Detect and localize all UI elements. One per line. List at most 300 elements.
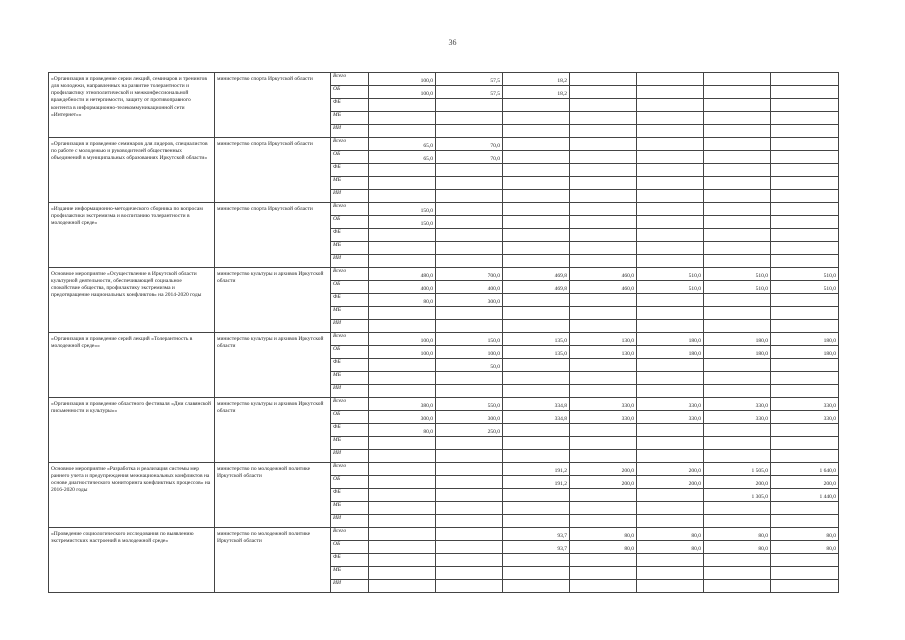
amount-cell bbox=[570, 502, 637, 515]
amount-cell bbox=[637, 580, 704, 593]
amount-cell bbox=[637, 112, 704, 125]
amount-cell bbox=[637, 203, 704, 216]
amount-cell bbox=[637, 320, 704, 333]
amount-cell bbox=[704, 86, 771, 99]
amount-cell bbox=[704, 385, 771, 398]
funding-source: МБ bbox=[331, 307, 369, 320]
amount-cell: 469,8 bbox=[503, 268, 570, 281]
amount-cell: 100,0 bbox=[369, 73, 436, 86]
amount-cell: 510,0 bbox=[771, 268, 839, 281]
amount-cell bbox=[637, 307, 704, 320]
funding-source: Всего bbox=[331, 398, 369, 411]
funding-source: МБ bbox=[331, 112, 369, 125]
amount-cell: 460,0 bbox=[570, 268, 637, 281]
amount-cell bbox=[503, 164, 570, 177]
funding-source: МБ bbox=[331, 437, 369, 450]
amount-cell bbox=[503, 502, 570, 515]
amount-cell bbox=[771, 554, 839, 567]
activity-name: «Организация и проведение семинаров для лидеров, специалистов по работе с молодежью и руководителей общественных объединений в муниципальных образованиях Иркутской области» bbox=[49, 138, 215, 203]
amount-cell bbox=[436, 580, 503, 593]
amount-cell: 80,0 bbox=[369, 424, 436, 437]
amount-cell bbox=[369, 359, 436, 372]
amount-cell bbox=[704, 255, 771, 268]
amount-cell: 400,0 bbox=[369, 281, 436, 294]
amount-cell: 65,0 bbox=[369, 138, 436, 151]
amount-cell bbox=[771, 242, 839, 255]
funding-source: МБ bbox=[331, 177, 369, 190]
amount-cell: 380,0 bbox=[369, 398, 436, 411]
amount-cell bbox=[704, 502, 771, 515]
amount-cell: 1 440,0 bbox=[771, 489, 839, 502]
amount-cell bbox=[570, 372, 637, 385]
amount-cell: 80,0 bbox=[570, 528, 637, 541]
funding-source: ОБ bbox=[331, 476, 369, 489]
funding-source: ОБ bbox=[331, 216, 369, 229]
amount-cell bbox=[771, 86, 839, 99]
amount-cell bbox=[369, 190, 436, 203]
amount-cell bbox=[369, 567, 436, 580]
amount-cell bbox=[503, 99, 570, 112]
amount-cell bbox=[369, 476, 436, 489]
amount-cell bbox=[771, 255, 839, 268]
funding-source: Всего bbox=[331, 528, 369, 541]
amount-cell: 330,0 bbox=[570, 398, 637, 411]
amount-cell: 180,0 bbox=[637, 346, 704, 359]
amount-cell bbox=[503, 138, 570, 151]
amount-cell bbox=[503, 359, 570, 372]
amount-cell bbox=[704, 203, 771, 216]
amount-cell: 400,0 bbox=[436, 281, 503, 294]
amount-cell bbox=[369, 255, 436, 268]
amount-cell bbox=[503, 320, 570, 333]
funding-source: ФБ bbox=[331, 229, 369, 242]
amount-cell bbox=[704, 554, 771, 567]
funding-source: МБ bbox=[331, 502, 369, 515]
amount-cell: 150,0 bbox=[369, 216, 436, 229]
funding-source: МБ bbox=[331, 567, 369, 580]
executor: министерство по молодежной политике Иркутской области bbox=[215, 463, 331, 528]
amount-cell bbox=[503, 255, 570, 268]
amount-cell bbox=[436, 320, 503, 333]
amount-cell bbox=[369, 320, 436, 333]
amount-cell bbox=[436, 125, 503, 138]
amount-cell bbox=[570, 177, 637, 190]
amount-cell bbox=[704, 164, 771, 177]
amount-cell: 150,0 bbox=[369, 203, 436, 216]
amount-cell bbox=[570, 151, 637, 164]
amount-cell bbox=[436, 554, 503, 567]
amount-cell bbox=[436, 242, 503, 255]
amount-cell bbox=[436, 216, 503, 229]
amount-cell bbox=[637, 255, 704, 268]
amount-cell: 200,0 bbox=[637, 476, 704, 489]
amount-cell bbox=[637, 73, 704, 86]
amount-cell: 80,0 bbox=[771, 528, 839, 541]
amount-cell bbox=[570, 190, 637, 203]
amount-cell: 93,7 bbox=[503, 528, 570, 541]
amount-cell bbox=[369, 515, 436, 528]
amount-cell bbox=[570, 216, 637, 229]
funding-source: ФБ bbox=[331, 424, 369, 437]
amount-cell bbox=[704, 138, 771, 151]
amount-cell bbox=[637, 229, 704, 242]
amount-cell bbox=[503, 151, 570, 164]
amount-cell bbox=[771, 424, 839, 437]
amount-cell bbox=[637, 125, 704, 138]
amount-cell: 330,0 bbox=[704, 398, 771, 411]
amount-cell bbox=[570, 86, 637, 99]
amount-cell bbox=[436, 99, 503, 112]
amount-cell bbox=[570, 450, 637, 463]
amount-cell bbox=[637, 242, 704, 255]
amount-cell bbox=[436, 112, 503, 125]
amount-cell: 200,0 bbox=[771, 476, 839, 489]
amount-cell bbox=[503, 307, 570, 320]
amount-cell: 1 640,0 bbox=[771, 463, 839, 476]
amount-cell bbox=[436, 541, 503, 554]
table-row bbox=[49, 528, 839, 541]
amount-cell bbox=[503, 294, 570, 307]
amount-cell: 510,0 bbox=[637, 268, 704, 281]
amount-cell bbox=[704, 112, 771, 125]
amount-cell bbox=[771, 138, 839, 151]
amount-cell: 100,0 bbox=[369, 86, 436, 99]
amount-cell bbox=[771, 502, 839, 515]
amount-cell: 80,0 bbox=[704, 541, 771, 554]
amount-cell: 80,0 bbox=[704, 528, 771, 541]
amount-cell bbox=[369, 489, 436, 502]
amount-cell bbox=[570, 580, 637, 593]
amount-cell bbox=[771, 515, 839, 528]
amount-cell: 330,0 bbox=[637, 398, 704, 411]
amount-cell bbox=[436, 164, 503, 177]
amount-cell: 510,0 bbox=[704, 281, 771, 294]
amount-cell: 57,5 bbox=[436, 86, 503, 99]
amount-cell bbox=[369, 177, 436, 190]
amount-cell bbox=[704, 359, 771, 372]
budget-table-body bbox=[49, 73, 839, 593]
amount-cell bbox=[704, 242, 771, 255]
amount-cell: 100,0 bbox=[369, 346, 436, 359]
amount-cell bbox=[369, 99, 436, 112]
amount-cell bbox=[570, 229, 637, 242]
amount-cell: 300,0 bbox=[436, 294, 503, 307]
amount-cell: 480,0 bbox=[369, 268, 436, 281]
amount-cell bbox=[570, 138, 637, 151]
amount-cell bbox=[570, 294, 637, 307]
funding-source: ОБ bbox=[331, 541, 369, 554]
amount-cell bbox=[436, 255, 503, 268]
amount-cell bbox=[503, 567, 570, 580]
amount-cell bbox=[637, 216, 704, 229]
amount-cell: 135,0 bbox=[503, 346, 570, 359]
amount-cell bbox=[771, 190, 839, 203]
amount-cell bbox=[637, 190, 704, 203]
amount-cell: 80,0 bbox=[369, 294, 436, 307]
amount-cell bbox=[704, 580, 771, 593]
funding-source: ИИ bbox=[331, 255, 369, 268]
amount-cell bbox=[503, 190, 570, 203]
amount-cell bbox=[704, 515, 771, 528]
amount-cell: 100,0 bbox=[369, 333, 436, 346]
amount-cell bbox=[436, 502, 503, 515]
funding-source: ФБ bbox=[331, 489, 369, 502]
funding-source: ИИ bbox=[331, 125, 369, 138]
amount-cell: 510,0 bbox=[637, 281, 704, 294]
amount-cell bbox=[503, 216, 570, 229]
amount-cell bbox=[704, 424, 771, 437]
amount-cell bbox=[570, 437, 637, 450]
amount-cell bbox=[570, 164, 637, 177]
amount-cell bbox=[570, 515, 637, 528]
amount-cell bbox=[503, 450, 570, 463]
amount-cell bbox=[771, 151, 839, 164]
amount-cell bbox=[436, 463, 503, 476]
amount-cell bbox=[369, 437, 436, 450]
amount-cell bbox=[704, 437, 771, 450]
funding-source: МБ bbox=[331, 372, 369, 385]
amount-cell: 130,0 bbox=[570, 346, 637, 359]
funding-source: ИИ bbox=[331, 450, 369, 463]
table-row bbox=[49, 73, 839, 86]
table-row bbox=[49, 463, 839, 476]
amount-cell bbox=[570, 242, 637, 255]
activity-name: Основное мероприятие «Разработка и реализация системы мер раннего учета и предупреждения межнациональных конфликтов на основе диагностического мониторинга конфликтных процессов» на 2016-2020 годы bbox=[49, 463, 215, 528]
amount-cell bbox=[637, 138, 704, 151]
activity-name: «Организация и проведение серии лекций, семинаров и тренингов для молодежи, направленных на развитие толерантности и профилактику этнополитической и межконфессиональной враждебности и нетерпимости, защиту от противоправного контента в информационно-телекоммуникационной сети «Интернет»» bbox=[49, 73, 215, 138]
executor: министерство спорта Иркутской области bbox=[215, 203, 331, 268]
amount-cell bbox=[637, 554, 704, 567]
amount-cell bbox=[503, 229, 570, 242]
amount-cell: 180,0 bbox=[637, 333, 704, 346]
amount-cell: 150,0 bbox=[436, 333, 503, 346]
funding-source: Всего bbox=[331, 138, 369, 151]
amount-cell bbox=[503, 424, 570, 437]
amount-cell bbox=[637, 359, 704, 372]
amount-cell bbox=[771, 112, 839, 125]
amount-cell bbox=[436, 177, 503, 190]
amount-cell bbox=[436, 489, 503, 502]
amount-cell bbox=[436, 190, 503, 203]
amount-cell bbox=[570, 320, 637, 333]
amount-cell bbox=[436, 476, 503, 489]
amount-cell bbox=[503, 437, 570, 450]
executor: министерство спорта Иркутской области bbox=[215, 138, 331, 203]
funding-source: ИИ bbox=[331, 190, 369, 203]
amount-cell: 550,0 bbox=[436, 398, 503, 411]
executor: министерство культуры и архивов Иркутской области bbox=[215, 268, 331, 333]
amount-cell bbox=[369, 229, 436, 242]
table-row bbox=[49, 398, 839, 411]
amount-cell bbox=[704, 372, 771, 385]
amount-cell: 57,5 bbox=[436, 73, 503, 86]
amount-cell: 334,8 bbox=[503, 411, 570, 424]
amount-cell bbox=[704, 177, 771, 190]
amount-cell: 460,0 bbox=[570, 281, 637, 294]
amount-cell bbox=[771, 307, 839, 320]
amount-cell bbox=[704, 151, 771, 164]
amount-cell bbox=[704, 216, 771, 229]
amount-cell: 18,2 bbox=[503, 73, 570, 86]
amount-cell: 93,7 bbox=[503, 541, 570, 554]
amount-cell: 700,0 bbox=[436, 268, 503, 281]
amount-cell bbox=[436, 203, 503, 216]
amount-cell: 80,0 bbox=[771, 541, 839, 554]
amount-cell bbox=[503, 489, 570, 502]
amount-cell bbox=[436, 450, 503, 463]
amount-cell bbox=[570, 255, 637, 268]
amount-cell bbox=[704, 73, 771, 86]
amount-cell: 334,8 bbox=[503, 398, 570, 411]
amount-cell bbox=[704, 307, 771, 320]
amount-cell: 330,0 bbox=[704, 411, 771, 424]
amount-cell bbox=[503, 372, 570, 385]
amount-cell: 18,2 bbox=[503, 86, 570, 99]
amount-cell bbox=[637, 502, 704, 515]
amount-cell: 80,0 bbox=[637, 528, 704, 541]
amount-cell bbox=[771, 99, 839, 112]
amount-cell bbox=[436, 515, 503, 528]
amount-cell bbox=[637, 164, 704, 177]
amount-cell: 80,0 bbox=[637, 541, 704, 554]
amount-cell: 510,0 bbox=[771, 281, 839, 294]
amount-cell: 300,0 bbox=[369, 411, 436, 424]
table-row bbox=[49, 333, 839, 346]
amount-cell bbox=[436, 372, 503, 385]
amount-cell: 130,0 bbox=[570, 333, 637, 346]
amount-cell bbox=[503, 203, 570, 216]
amount-cell bbox=[570, 385, 637, 398]
amount-cell bbox=[503, 112, 570, 125]
funding-source: ФБ bbox=[331, 164, 369, 177]
amount-cell bbox=[704, 450, 771, 463]
amount-cell bbox=[771, 177, 839, 190]
activity-name: «Организация и проведение серий лекций «Толерантность в молодежной среде»» bbox=[49, 333, 215, 398]
funding-source: ОБ bbox=[331, 346, 369, 359]
amount-cell bbox=[771, 203, 839, 216]
amount-cell bbox=[369, 242, 436, 255]
amount-cell: 50,0 bbox=[436, 359, 503, 372]
amount-cell bbox=[570, 359, 637, 372]
amount-cell: 180,0 bbox=[771, 346, 839, 359]
amount-cell bbox=[369, 372, 436, 385]
funding-source: ОБ bbox=[331, 151, 369, 164]
amount-cell bbox=[503, 515, 570, 528]
activity-name: «Издание информационно-методического сборника по вопросам профилактики экстремизма и воспитанию толерантности в молодежной среде» bbox=[49, 203, 215, 268]
amount-cell bbox=[369, 125, 436, 138]
page-number: 36 bbox=[448, 38, 457, 47]
amount-cell bbox=[771, 73, 839, 86]
amount-cell: 191,2 bbox=[503, 463, 570, 476]
amount-cell: 330,0 bbox=[637, 411, 704, 424]
funding-source: МБ bbox=[331, 242, 369, 255]
amount-cell: 65,0 bbox=[369, 151, 436, 164]
funding-source: ФБ bbox=[331, 554, 369, 567]
amount-cell bbox=[436, 229, 503, 242]
funding-source: ИИ bbox=[331, 580, 369, 593]
funding-source: ИИ bbox=[331, 515, 369, 528]
amount-cell bbox=[637, 515, 704, 528]
amount-cell bbox=[369, 385, 436, 398]
table-row bbox=[49, 268, 839, 281]
amount-cell bbox=[771, 229, 839, 242]
amount-cell bbox=[771, 359, 839, 372]
amount-cell bbox=[369, 450, 436, 463]
amount-cell bbox=[771, 580, 839, 593]
amount-cell: 70,0 bbox=[436, 138, 503, 151]
executor: министерство по молодежной политике Иркутской области bbox=[215, 528, 331, 593]
amount-cell bbox=[637, 489, 704, 502]
funding-source: ИИ bbox=[331, 320, 369, 333]
amount-cell bbox=[503, 554, 570, 567]
funding-source: Всего bbox=[331, 203, 369, 216]
funding-source: ОБ bbox=[331, 86, 369, 99]
funding-source: ИИ bbox=[331, 385, 369, 398]
amount-cell: 510,0 bbox=[704, 268, 771, 281]
amount-cell bbox=[369, 463, 436, 476]
amount-cell bbox=[704, 190, 771, 203]
amount-cell: 250,0 bbox=[436, 424, 503, 437]
amount-cell bbox=[771, 164, 839, 177]
amount-cell bbox=[637, 151, 704, 164]
amount-cell bbox=[771, 372, 839, 385]
amount-cell bbox=[771, 216, 839, 229]
amount-cell bbox=[503, 125, 570, 138]
amount-cell bbox=[570, 307, 637, 320]
amount-cell: 200,0 bbox=[637, 463, 704, 476]
funding-source: ФБ bbox=[331, 359, 369, 372]
amount-cell bbox=[771, 294, 839, 307]
amount-cell bbox=[771, 385, 839, 398]
amount-cell: 135,0 bbox=[503, 333, 570, 346]
amount-cell bbox=[637, 86, 704, 99]
amount-cell bbox=[503, 385, 570, 398]
table-row bbox=[49, 203, 839, 216]
amount-cell bbox=[436, 528, 503, 541]
amount-cell bbox=[637, 424, 704, 437]
funding-source: ФБ bbox=[331, 99, 369, 112]
amount-cell bbox=[369, 307, 436, 320]
amount-cell bbox=[771, 437, 839, 450]
amount-cell: 180,0 bbox=[704, 333, 771, 346]
amount-cell bbox=[369, 164, 436, 177]
amount-cell: 70,0 bbox=[436, 151, 503, 164]
amount-cell bbox=[704, 320, 771, 333]
amount-cell bbox=[503, 177, 570, 190]
amount-cell bbox=[637, 450, 704, 463]
amount-cell bbox=[771, 125, 839, 138]
amount-cell bbox=[570, 73, 637, 86]
amount-cell bbox=[637, 177, 704, 190]
amount-cell: 330,0 bbox=[570, 411, 637, 424]
amount-cell: 330,0 bbox=[771, 411, 839, 424]
amount-cell bbox=[771, 450, 839, 463]
funding-source: Всего bbox=[331, 268, 369, 281]
amount-cell bbox=[369, 112, 436, 125]
amount-cell bbox=[570, 99, 637, 112]
executor: министерство культуры и архивов Иркутской области bbox=[215, 333, 331, 398]
amount-cell bbox=[771, 567, 839, 580]
amount-cell bbox=[503, 242, 570, 255]
activity-name: Основное мероприятие «Осуществление в Иркутской области культурной деятельности, обеспечивающей социальное спокойствие общества, профилактику экстремизма и предотвращение национальных конфликтов» на 2014-2020 годы bbox=[49, 268, 215, 333]
funding-source: Всего bbox=[331, 73, 369, 86]
amount-cell: 180,0 bbox=[704, 346, 771, 359]
amount-cell bbox=[637, 567, 704, 580]
amount-cell: 300,0 bbox=[436, 411, 503, 424]
amount-cell bbox=[637, 294, 704, 307]
amount-cell bbox=[369, 580, 436, 593]
amount-cell: 200,0 bbox=[704, 476, 771, 489]
